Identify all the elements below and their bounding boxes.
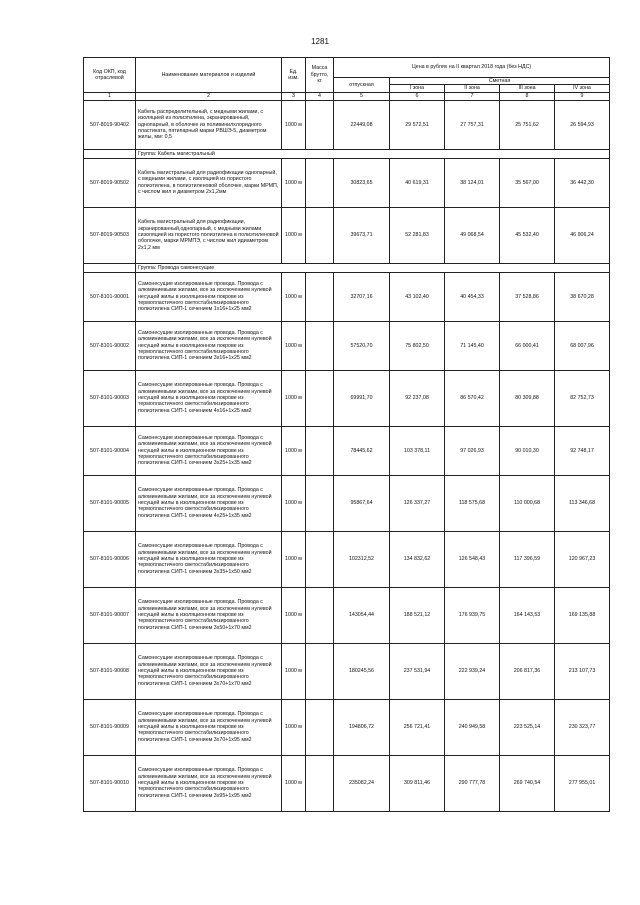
table-body — [84, 100, 610, 811]
zone1-price: 92 237,08 — [390, 370, 445, 426]
table-row — [84, 321, 610, 370]
zone4-price: 169 135,88 — [555, 587, 610, 643]
item-mass — [306, 100, 334, 149]
zone4-price: 68 007,96 — [555, 321, 610, 370]
release-price: 143054,44 — [334, 587, 390, 643]
item-code: 507-8019-90402 — [84, 100, 136, 149]
zone1-price: 126 337,27 — [390, 475, 445, 531]
item-unit: 1000 м — [282, 475, 306, 531]
zone4-price: 277 955,01 — [555, 755, 610, 811]
release-price: 39673,71 — [334, 207, 390, 263]
zone1-price: 43 102,40 — [390, 272, 445, 321]
item-unit: 1000 м — [282, 643, 306, 699]
group-row — [84, 263, 610, 272]
table-row — [84, 272, 610, 321]
item-name: Самонесущие изолированные провода. Провода с алюминиевыми жилами, все за исключением нулевой несущей жилы в изоляционном покрове из термопластичного светостабилизированного полиэтилена СИП-1 сечением 3х95+1х95 мм2 — [136, 755, 282, 811]
group-code-cell — [84, 149, 136, 158]
zone3-price: 90 010,30 — [500, 426, 555, 475]
table-row — [84, 370, 610, 426]
item-unit: 1000 м — [282, 370, 306, 426]
header-mass: Масса брутто, кг — [306, 58, 334, 93]
item-name: Самонесущие изолированные провода. Провода с алюминиевыми жилами, все за исключением нулевой несущей жилы в изоляционном покрове из термопластичного светостабилизированного полиэтилена СИП-1 сечением 3х50+1х70 мм2 — [136, 587, 282, 643]
zone2-price: 240 949,58 — [445, 699, 500, 755]
zone4-price: 82 752,73 — [555, 370, 610, 426]
table-row — [84, 531, 610, 587]
header-name: Наименование материалов и изделий — [136, 58, 282, 93]
group-title: Группа: Кабель магистральный — [136, 149, 610, 158]
item-name: Самонесущие изолированные провода. Провода с алюминиевыми жилами, все за исключением нулевой несущей жилы в изоляционном покрове из термопластичного светостабилизированного полиэтилена СИП-1 сечением 3х35+1х50 мм2 — [136, 531, 282, 587]
item-code: 507-8101-90007 — [84, 587, 136, 643]
release-price: 194806,72 — [334, 699, 390, 755]
item-unit: 1000 м — [282, 426, 306, 475]
column-number: 3 — [282, 92, 306, 100]
zone2-price: 290 777,78 — [445, 755, 500, 811]
item-mass — [306, 755, 334, 811]
header-code: Код ОКП, код отраслевой — [84, 58, 136, 93]
header-estimate: Сметная — [390, 78, 610, 85]
item-mass — [306, 643, 334, 699]
item-name: Кабель магистральный для радиофикации однопарный, с медными жилами, с изоляцией из пористого полиэтилена, в полиэтиленовой оболочке, марки МРМП, с числом жил и диаметром 2х1,2мм — [136, 158, 282, 207]
item-name: Самонесущие изолированные провода. Провода с алюминиевыми жилами, все за исключением нулевой несущей жилы в изоляционном покрове из термопластичного светостабилизированного полиэтилена СИП-1 сечением 3х70+1х95 мм2 — [136, 699, 282, 755]
item-unit: 1000 м — [282, 699, 306, 755]
zone2-price: 40 454,33 — [445, 272, 500, 321]
item-mass — [306, 207, 334, 263]
item-code: 507-8019-90503 — [84, 207, 136, 263]
item-mass — [306, 531, 334, 587]
release-price: 102312,52 — [334, 531, 390, 587]
zone2-price: 222 939,24 — [445, 643, 500, 699]
zone3-price: 206 817,36 — [500, 643, 555, 699]
release-price: 69991,70 — [334, 370, 390, 426]
release-price: 57520,70 — [334, 321, 390, 370]
header-zone2: II зона — [445, 85, 500, 92]
zone4-price: 213 107,73 — [555, 643, 610, 699]
item-mass — [306, 370, 334, 426]
zone3-price: 223 525,14 — [500, 699, 555, 755]
item-code: 507-8101-90002 — [84, 321, 136, 370]
item-name: Самонесущие изолированные провода. Провода с алюминиевыми жилами, все за исключением нулевой несущей жилы в изоляционном покрове из термопластичного светостабилизированного полиэтилена СИП-1 сечением 3х16+1х25 мм2 — [136, 321, 282, 370]
column-numbers-row — [84, 92, 610, 100]
item-unit: 1000 м — [282, 321, 306, 370]
zone3-price: 269 740,54 — [500, 755, 555, 811]
zone2-price: 71 145,40 — [445, 321, 500, 370]
column-number: 2 — [136, 92, 282, 100]
zone2-price: 176 939,75 — [445, 587, 500, 643]
table-row — [84, 100, 610, 149]
header-zone3: III зона — [500, 85, 555, 92]
header-zone4: IV зона — [555, 85, 610, 92]
column-number: 7 — [445, 92, 500, 100]
item-mass — [306, 426, 334, 475]
release-price: 30823,65 — [334, 158, 390, 207]
zone4-price: 230 323,77 — [555, 699, 610, 755]
header-unit: Ед. изм. — [282, 58, 306, 93]
zone2-price: 38 124,01 — [445, 158, 500, 207]
zone3-price: 37 528,86 — [500, 272, 555, 321]
group-code-cell — [84, 263, 136, 272]
column-number: 9 — [555, 92, 610, 100]
zone1-price: 75 802,50 — [390, 321, 445, 370]
zone1-price: 134 832,62 — [390, 531, 445, 587]
zone4-price: 46 906,24 — [555, 207, 610, 263]
zone4-price: 26 594,93 — [555, 100, 610, 149]
item-name: Кабель распределительный, с медными жилами, с изоляцией из полиэтилена, экранированный, однопарный, в оболочке из поливинилхлоридного пластиката, пятипарный марки РВШЭ-5, диаметром жилы, мм: 0,5 — [136, 100, 282, 149]
item-code: 507-8101-90009 — [84, 699, 136, 755]
column-number: 4 — [306, 92, 334, 100]
table-row — [84, 755, 610, 811]
table-row — [84, 587, 610, 643]
table-row — [84, 643, 610, 699]
release-price: 95867,64 — [334, 475, 390, 531]
table-row — [84, 475, 610, 531]
column-number: 6 — [390, 92, 445, 100]
item-name: Самонесущие изолированные провода. Провода с алюминиевыми жилами, все за исключением нулевой несущей жилы в изоляционном покрове из термопластичного светостабилизированного полиэтилена СИП-1 сечением 4х25+1х35 мм2 — [136, 475, 282, 531]
zone1-price: 309 811,46 — [390, 755, 445, 811]
item-unit: 1000 м — [282, 531, 306, 587]
release-price: 32707,16 — [334, 272, 390, 321]
column-number: 5 — [334, 92, 390, 100]
item-unit: 1000 м — [282, 755, 306, 811]
zone1-price: 52 281,83 — [390, 207, 445, 263]
item-unit: 1000 м — [282, 158, 306, 207]
group-row — [84, 149, 610, 158]
zone4-price: 36 442,30 — [555, 158, 610, 207]
item-mass — [306, 272, 334, 321]
zone1-price: 40 619,31 — [390, 158, 445, 207]
zone4-price: 92 748,17 — [555, 426, 610, 475]
item-mass — [306, 321, 334, 370]
page-number: 1281 — [311, 37, 329, 46]
zone1-price: 237 531,94 — [390, 643, 445, 699]
table-row — [84, 699, 610, 755]
item-mass — [306, 587, 334, 643]
item-unit: 1000 м — [282, 587, 306, 643]
zone3-price: 80 309,88 — [500, 370, 555, 426]
table-row — [84, 426, 610, 475]
header-price-title: Цена в рублях на II квартал 2018 года (без НДС) — [334, 58, 610, 78]
item-code: 507-8101-90005 — [84, 475, 136, 531]
zone3-price: 117 396,59 — [500, 531, 555, 587]
zone2-price: 97 026,93 — [445, 426, 500, 475]
group-title: Группа: Провода самонесущие — [136, 263, 610, 272]
zone3-price: 45 532,40 — [500, 207, 555, 263]
zone1-price: 29 572,51 — [390, 100, 445, 149]
zone4-price: 38 670,28 — [555, 272, 610, 321]
zone3-price: 66 000,41 — [500, 321, 555, 370]
price-table — [83, 57, 610, 812]
release-price: 180245,56 — [334, 643, 390, 699]
item-unit: 1000 м — [282, 207, 306, 263]
release-price: 235082,24 — [334, 755, 390, 811]
item-unit: 1000 м — [282, 100, 306, 149]
header-release: отпускная — [334, 78, 390, 93]
item-mass — [306, 475, 334, 531]
item-code: 507-8101-90001 — [84, 272, 136, 321]
zone4-price: 113 346,68 — [555, 475, 610, 531]
zone2-price: 27 757,31 — [445, 100, 500, 149]
item-unit: 1000 м — [282, 272, 306, 321]
zone2-price: 86 570,42 — [445, 370, 500, 426]
item-name: Кабель магистральный для радиофикации, экранированный,однопарный, с медными жилами сизоляцией из пористого полиэтилена в полиэтиленовой оболочке, марки МРМПЭ, с числом жил идиаметром 2х1,2 мм — [136, 207, 282, 263]
table-row — [84, 207, 610, 263]
zone3-price: 164 143,53 — [500, 587, 555, 643]
item-code: 507-8101-90006 — [84, 531, 136, 587]
table-row — [84, 158, 610, 207]
zone3-price: 110 000,68 — [500, 475, 555, 531]
header-zone1: I зона — [390, 85, 445, 92]
item-code: 507-8101-90008 — [84, 643, 136, 699]
item-name: Самонесущие изолированные провода. Провода с алюминиевыми жилами, все за исключением нулевой несущей жилы в изоляционном покрове из термопластичного светостабилизированного полиэтилена СИП-1 сечением 1х16+1х25 мм2 — [136, 272, 282, 321]
zone2-price: 126 548,43 — [445, 531, 500, 587]
zone1-price: 103 378,11 — [390, 426, 445, 475]
item-name: Самонесущие изолированные провода. Провода с алюминиевыми жилами, все за исключением нулевой несущей жилы в изоляционном покрове из термопластичного светостабилизированного полиэтилена СИП-1 сечением 4х16+1х25 мм2 — [136, 370, 282, 426]
item-name: Самонесущие изолированные провода. Провода с алюминиевыми жилами, все за исключением нулевой несущей жилы в изоляционном покрове из термопластичного светостабилизированного полиэтилена СИП-1 сечением 3х25+1х35 мм2 — [136, 426, 282, 475]
item-code: 507-8019-90502 — [84, 158, 136, 207]
release-price: 22449,08 — [334, 100, 390, 149]
release-price: 78445,62 — [334, 426, 390, 475]
zone3-price: 25 751,62 — [500, 100, 555, 149]
column-number: 8 — [500, 92, 555, 100]
item-name: Самонесущие изолированные провода. Провода с алюминиевыми жилами, все за исключением нулевой несущей жилы в изоляционном покрове из термопластичного светостабилизированного полиэтилена СИП-1 сечением 3х70+1х70 мм2 — [136, 643, 282, 699]
column-number: 1 — [84, 92, 136, 100]
item-code: 507-8101-90003 — [84, 370, 136, 426]
zone1-price: 256 721,41 — [390, 699, 445, 755]
zone2-price: 49 068,54 — [445, 207, 500, 263]
item-code: 507-8101-90010 — [84, 755, 136, 811]
zone3-price: 35 567,00 — [500, 158, 555, 207]
zone1-price: 188 521,12 — [390, 587, 445, 643]
item-code: 507-8101-90004 — [84, 426, 136, 475]
item-mass — [306, 158, 334, 207]
zone4-price: 120 967,23 — [555, 531, 610, 587]
item-mass — [306, 699, 334, 755]
zone2-price: 118 575,68 — [445, 475, 500, 531]
